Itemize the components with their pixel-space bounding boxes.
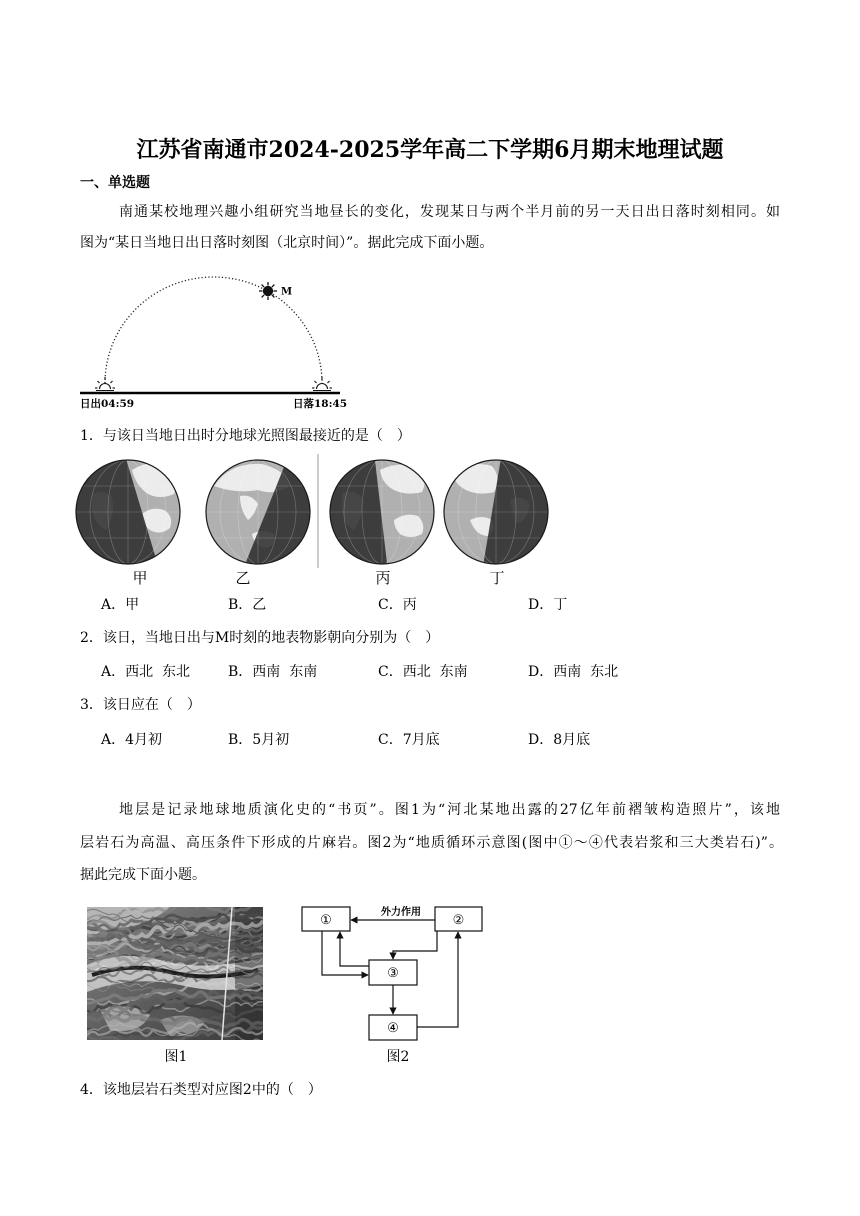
globe-bing bbox=[320, 452, 434, 572]
figure-1-fold-photo bbox=[85, 905, 265, 1042]
sun-marker-label: M bbox=[281, 286, 293, 298]
photo-content bbox=[87, 901, 263, 1046]
question-2-option-c: C．西北 东南 bbox=[378, 664, 468, 680]
passage-2-line: 地层是记录地球地质演化史的“书页”。图1为“河北某地出露的27亿年前褶皱构造照片”，该地 bbox=[119, 802, 780, 818]
globe-ding bbox=[444, 452, 560, 572]
page-title: 江苏省南通市2024-2025学年高二下学期6月期末地理试题 bbox=[136, 137, 724, 163]
sunrise-icon bbox=[95, 377, 115, 391]
globe-jia bbox=[60, 452, 180, 572]
question-1-option-d: D．丁 bbox=[528, 597, 568, 613]
question-2-stem: 2．该日，当地日出与M时刻的地表物影朝向分别为（ ） bbox=[80, 630, 440, 646]
question-1-option-a: A．甲 bbox=[101, 597, 140, 613]
passage-2-line: 据此完成下面小题。 bbox=[80, 867, 206, 883]
figure-2-rock-cycle-diagram bbox=[298, 902, 488, 1044]
globe-label: 丙 bbox=[375, 569, 391, 587]
question-4-stem: 4．该地层岩石类型对应图2中的（ ） bbox=[80, 1082, 322, 1098]
node-label-2: ② bbox=[452, 913, 465, 928]
sun-path-figure bbox=[70, 270, 350, 415]
passage-1-line: 图为“某日当地日出日落时刻图（北京时间）”。据此完成下面小题。 bbox=[80, 235, 494, 251]
node-label-3: ③ bbox=[387, 966, 399, 981]
passage-2-line: 层岩石为高温、高压条件下形成的片麻岩。图2为“地质循环示意图(图中①～④代表岩浆和三大类岩石)”。 bbox=[80, 835, 783, 851]
node-label-1: ① bbox=[320, 913, 332, 928]
arrow-3-to-1 bbox=[340, 932, 369, 966]
question-1-option-c: C．丙 bbox=[378, 597, 417, 613]
passage-1-line: 南通某校地理兴趣小组研究当地昼长的变化，发现某日与两个半月前的另一天日出日落时刻相同。如 bbox=[119, 204, 780, 220]
figure-2-caption: 图2 bbox=[386, 1049, 410, 1065]
external-force-label: 外力作用 bbox=[381, 907, 421, 918]
globe-label: 丁 bbox=[489, 569, 505, 587]
figure-1-caption: 图1 bbox=[164, 1049, 188, 1065]
question-3-option-a: A．4月初 bbox=[101, 732, 163, 748]
question-3-option-d: D．8月底 bbox=[528, 732, 591, 748]
globe-label: 甲 bbox=[132, 569, 148, 587]
question-1-stem: 1．与该日当地日出时分地球光照图最接近的是（ ） bbox=[80, 428, 411, 444]
node-label-4: ④ bbox=[387, 1021, 399, 1036]
sunrise-time-label: 日出04:59 bbox=[80, 398, 135, 410]
question-2-option-d: D．西南 东北 bbox=[528, 664, 619, 680]
question-3-stem: 3．该日应在（ ） bbox=[80, 697, 201, 713]
arrow-1-to-3 bbox=[322, 931, 368, 975]
sunset-icon bbox=[312, 377, 332, 391]
sun-m-icon bbox=[259, 282, 277, 300]
globe-label: 乙 bbox=[235, 569, 251, 587]
question-3-option-c: C．7月底 bbox=[378, 732, 440, 748]
earth-illumination-globes bbox=[75, 452, 555, 570]
question-2-option-b: B．西南 东南 bbox=[228, 664, 318, 680]
globe-yi bbox=[206, 452, 320, 572]
arrow-2-to-3 bbox=[393, 931, 437, 959]
question-2-option-a: A．西北 东北 bbox=[101, 664, 191, 680]
question-1-option-b: B．乙 bbox=[228, 597, 267, 613]
sunset-time-label: 日落18:45 bbox=[293, 398, 348, 410]
question-3-option-b: B．5月初 bbox=[228, 732, 290, 748]
section-heading: 一、单选题 bbox=[80, 175, 150, 191]
